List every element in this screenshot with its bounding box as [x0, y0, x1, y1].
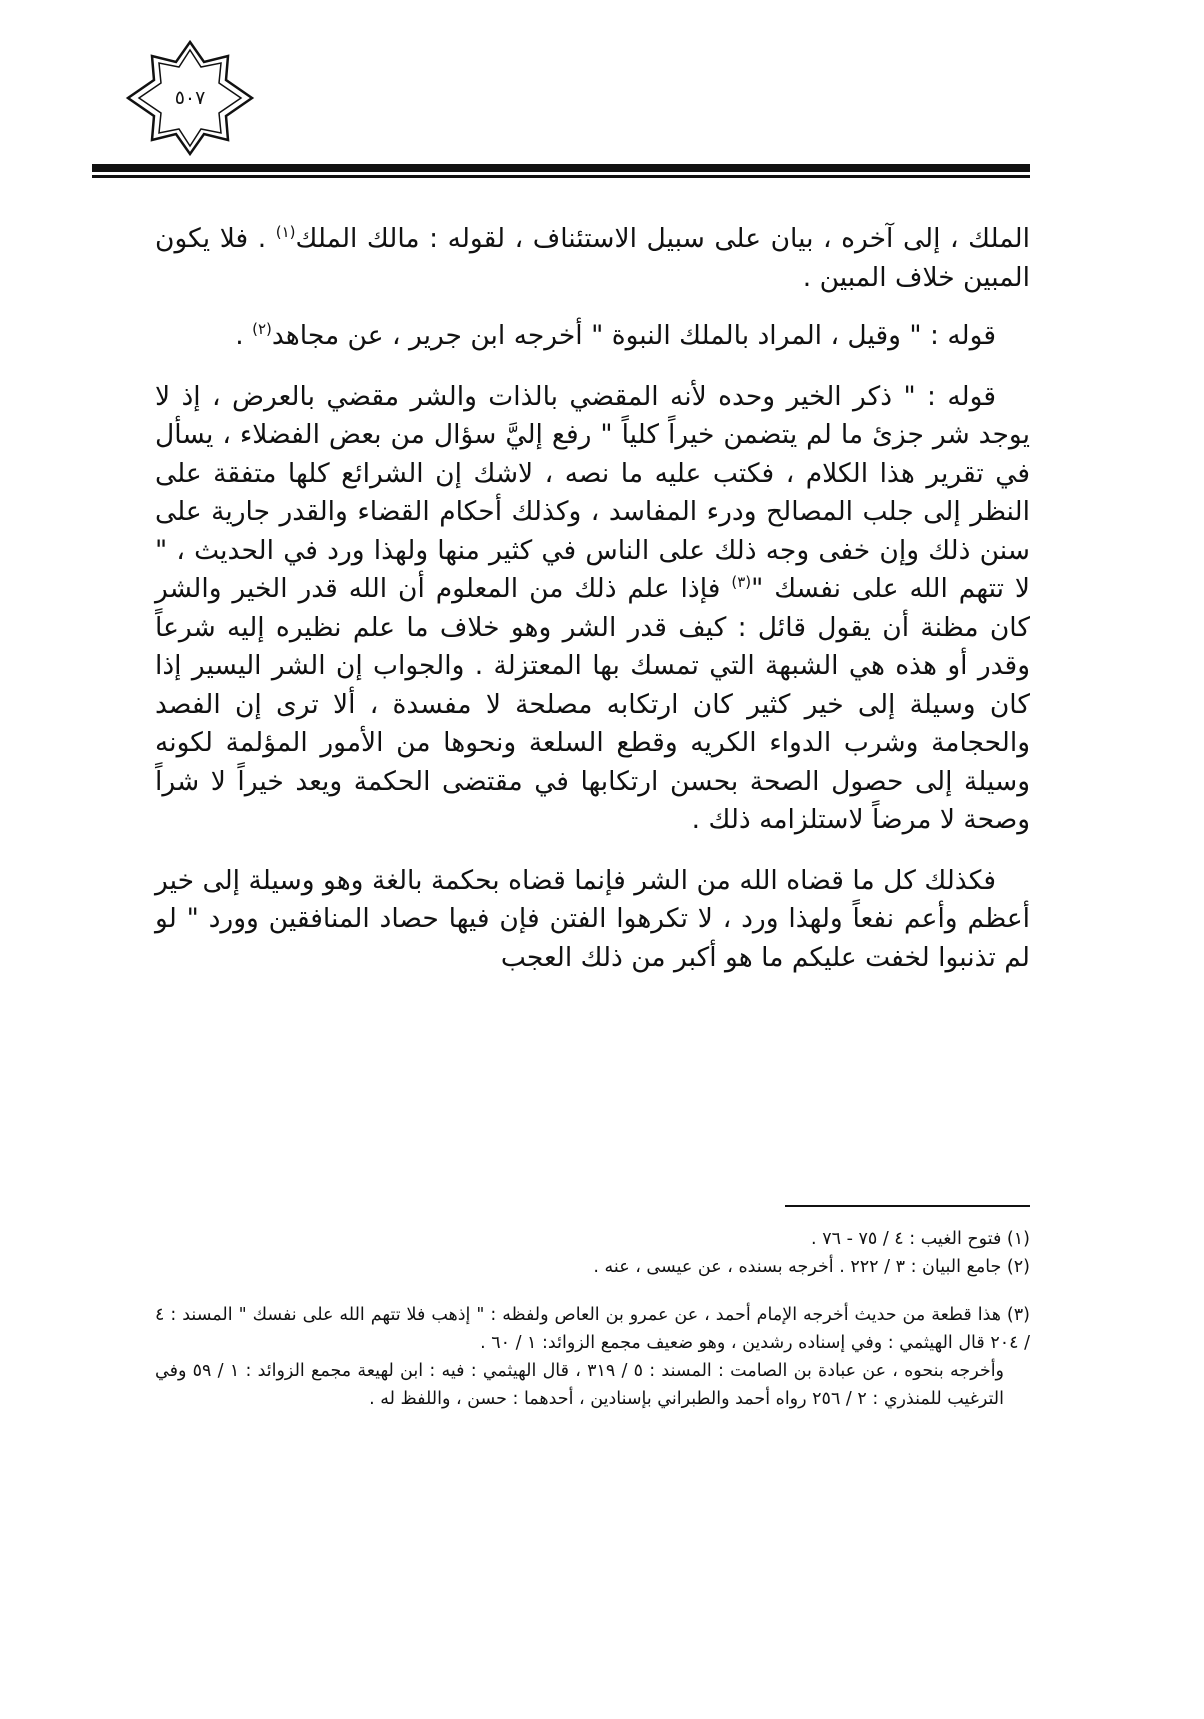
paragraph-2: قوله : " وقيل ، المراد بالملك النبوة " أخرجه ابن جرير ، عن مجاهد$^{(٢)}$ . [235, 320, 996, 351]
footnote-ref-2: (٢) [252, 320, 272, 339]
page-number: ٥٠٧ [174, 87, 206, 109]
paragraph-3: قوله : " ذكر الخير وحده لأنه المقضي بالذات والشر مقضي بالعرض ، إذ لا يوجد شر جزئ ما لم يتضمن خيراً كلياً " رفع إليَّ سؤال من بعض الفضلاء ، يسأل في تقرير هذا الكلام ، فكتب عليه ما نصه ، لاشك إن الشرائع كلها متفقة على النظر إلى جلب المصالح ودرء المفاسد ، وكذلك أحكام القضاء والقدر جارية على سنن ذلك وإن خفى وجه ذلك على الناس في كثير منها ولهذا ورد في الحديث ، " لا تتهم الله على نفسك "$^{(٣)}$ فإذا علم ذلك من المعلوم أن الله قدر الخير والشر كان مظنة أن يقول قائل : كيف قدر الشر وهو خلاف ما علم نظيره إليه شرعاً وقدر أو هذه هي الشبهة التي تمسك بها المعتزلة . والجواب إن الشر اليسير إذا كان وسيلة إلى خير كثير كان ارتكابه مصلحة لا مفسدة ، ألا ترى إن الفصد والحجامة وشرب الدواء الكريه وقطع السلعة ونحوها من الأمور المؤلمة لكونه وسيلة إلى حصول الصحة بحسن ارتكابها في مقتضى الحكمة ويعد خيراً لا شراً وصحة لا مرضاً لاستلزامه ذلك . [155, 380, 1030, 835]
main-text [155, 220, 1030, 977]
footnote-3-continued: وأخرجه بنحوه ، عن عبادة بن الصامت : المسند : ٥ / ٣١٩ ، قال الهيثمي : فيه : ابن لهيعة مجمع الزوائد : ١ / ٥٩ وفي الترغيب للمنذري : ٢ / ٢٥٦ رواه أحمد والطبراني بإسنادين ، أحدهما : حسن ، واللفظ له . [155, 1361, 1005, 1409]
paragraph-4: فكذلك كل ما قضاه الله من الشر فإنما قضاه بحكمة بالغة وهو وسيلة إلى خير أعظم وأعم نفعاً ولهذا ورد ، لا تكرهوا الفتن فإن فيها حصاد المنافقين وورد " لو لم تذنبوا لخفت عليكم ما هو أكبر من ذلك العجب [155, 864, 1030, 973]
footnotes [155, 1225, 1030, 1413]
footnote-1: (١) فتوح الغيب : ٤ / ٧٥ - ٧٦ . [811, 1229, 1030, 1249]
paragraph-1: الملك ، إلى آخره ، بيان على سبيل الاستئناف ، لقوله : مالك الملك$^{(١)}$ . فلا يكون المبين خلاف المبين . [155, 223, 1030, 293]
page-number-badge [120, 38, 260, 158]
header-rule-thin [92, 175, 1030, 178]
footnote-ref-3: (٣) [731, 573, 752, 592]
footnote-ref-1: (١) [275, 223, 296, 242]
footnote-separator [785, 1205, 1030, 1207]
footnote-2: (٢) جامع البيان : ٣ / ٢٢٢ . أخرجه بسنده ، عن عيسى ، عنه . [593, 1257, 1030, 1277]
footnote-3: (٣) هذا قطعة من حديث أخرجه الإمام أحمد ، عن عمرو بن العاص ولفظه : " إذهب فلا تتهم الله على نفسك " المسند : ٤ / ٢٠٤ قال الهيثمي : وفي إسناده رشدين ، وهو ضعيف مجمع الزوائد: ١ / ٦٠ . [155, 1305, 1030, 1353]
header-rule-thick [92, 164, 1030, 172]
